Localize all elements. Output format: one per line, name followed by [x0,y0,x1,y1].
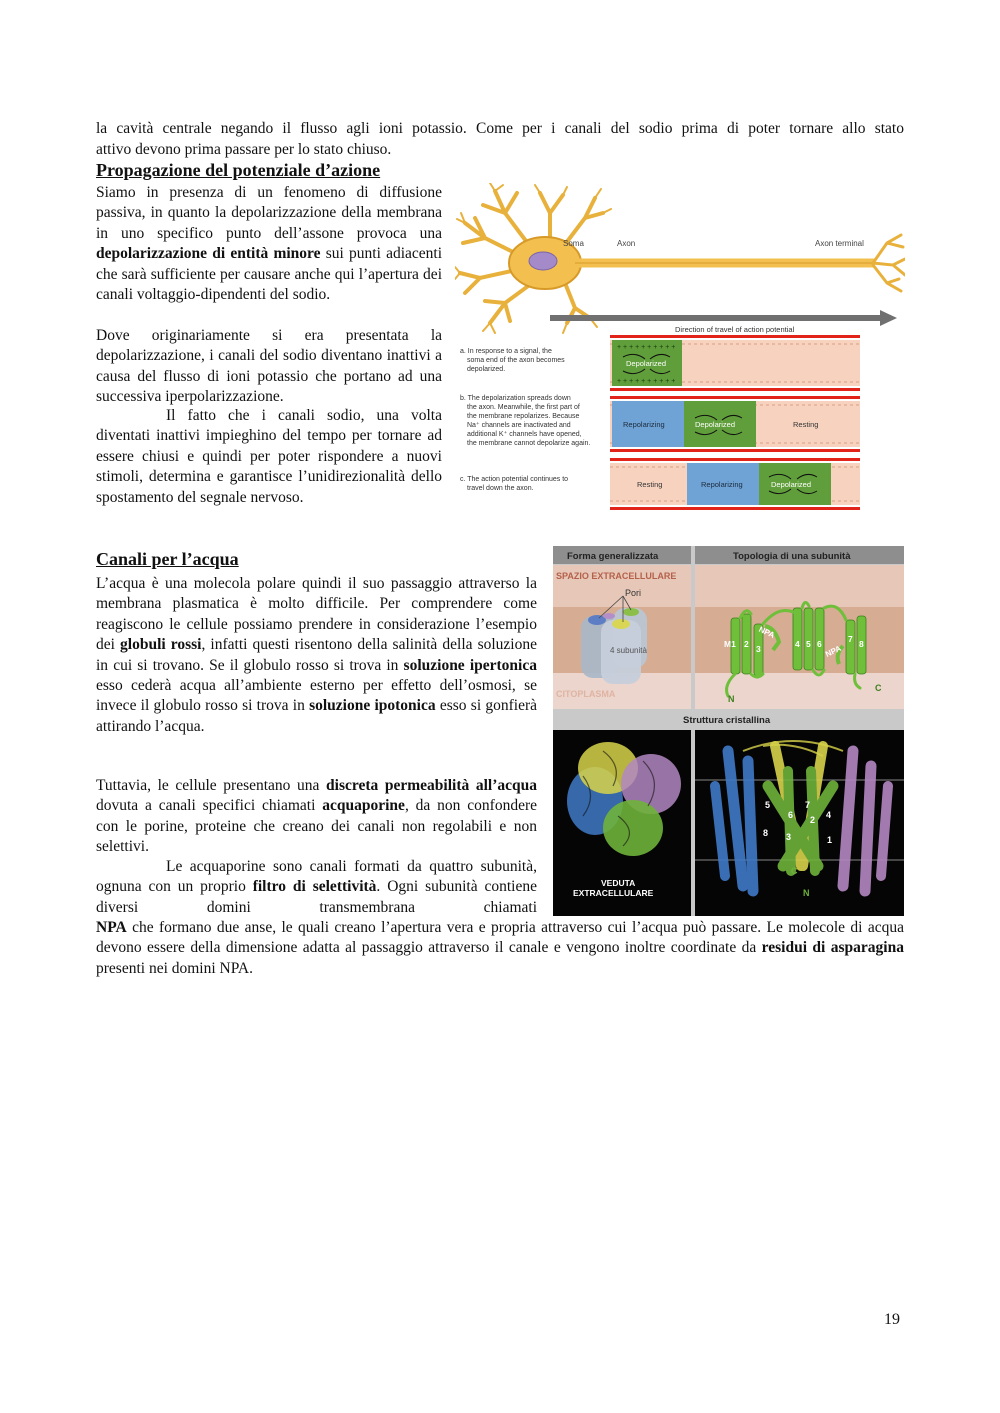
caption-b-3: the membrane repolarizes. Because [467,413,580,420]
state-depolarized-a: Depolarized [626,359,667,368]
action-potential-figure [455,183,905,513]
state-resting-b: Resting [793,420,819,429]
caption-a-2: soma end of the axon becomes [467,357,565,364]
label-veduta: VEDUTA [601,878,636,888]
direction-label: Direction of travel of action potential [675,325,795,334]
section-title-canali-acqua: Canali per l’acqua [96,549,239,569]
caption-b-5: additional K⁺ channels have opened, [467,431,582,438]
label-c-terminus: C [875,683,882,693]
caption-b-4: Na⁺ channels are inactivated and [467,422,571,429]
crystal-num-8: 8 [763,828,769,838]
header-topologia-subunita: Topologia di una subunità [733,551,851,562]
header-struttura-cristallina: Struttura cristallina [683,715,771,726]
crystal-num-2: 2 [810,815,816,825]
caption-a-1: a. In response to a signal, the [460,348,552,355]
paragraph-acqua-4: NPA che formano due anse, le quali creano l’apertura vera e propria attraverso cui l’acqua può passare. Le molecole di acqua devono essere della dimensione adatta al passaggio attraverso il canale e vengono inoltre coordinate da residui di asparagina presenti nei domini NPA. [96,919,904,977]
paragraph-acqua-1: L’acqua è una molecola polare quindi il suo passaggio attraverso la membrana plasmatica è molto difficile. Per comprendere come reagiscono le cellule possiamo prendere in considerazione l’esempio dei globuli rossi, infatti questi risentono della salinità della soluzione in cui si trovano. Se il globulo rosso si trova in soluzione ipertonica esso cederà acqua all’ambiente esterno per effetto dell’osmosi, se invece il globulo rosso si trova in soluzione ipotonica esso si gonfierà attirando l’acqua. [96,575,538,735]
label-citoplasma: CITOPLASMA [556,689,616,699]
paragraph-propagazione-2: Dove originariamente si era presentata la depolarizzazione, i canali del sodio diventano inattivi a causa del flusso di ioni potassio che portano ad una successiva iperpolarizzazione. [96,327,442,406]
axon-terminal-label: Axon terminal [815,239,864,248]
helix-8-label: 8 [859,639,864,649]
state-depolarized-c: Depolarized [771,480,812,489]
helix-5-label: 5 [806,639,811,649]
soma-label: Soma [563,239,584,248]
intro-line-1: la cavità centrale negando il flusso agli ioni potassio. Come per i canali del sodio prima di poter tornare allo stato [96,120,904,137]
state-repolarizing-b: Repolarizing [623,420,665,429]
caption-b-2: the axon. Meanwhile, the first part of [467,404,580,411]
caption-c-2: travel down the axon. [467,485,534,492]
svg-text:+ + + + + + + + + +: + + + + + + + + + + [617,344,676,351]
caption-a-3: depolarized. [467,366,506,373]
helix-7-label: 7 [848,634,853,644]
caption-b-6: the membrane cannot depolarize again. [467,440,591,447]
crystal-num-4: 4 [826,810,832,820]
crystal-num-3: 3 [786,832,792,842]
caption-b-1: b. The depolarization spreads down [460,395,571,402]
helix-4-label: 4 [795,639,800,649]
axon-state-row-a [460,335,860,391]
paragraph-propagazione-1: Siamo in presenza di un fenomeno di diffusione passiva, in quanto la depolarizzazione della membrana in uno specifico punto dell’assone provoca una depolarizzazione di entità minore sui punti adiacenti che sarà sufficiente per causare anche qui l’apertura dei canali voltaggio-dipendenti del sodio. [96,184,443,304]
helix-2-label: 2 [744,639,749,649]
label-m1: M1 [724,639,736,649]
crystal-num-7: 7 [805,800,811,810]
label-4-subunita: 4 subunità [610,646,647,655]
helix-6-label: 6 [817,639,822,649]
svg-text:+ + + + + + + + + +: + + + + + + + + + + [617,378,676,385]
section-title-propagazione: Propagazione del potenziale d’azione [96,160,381,180]
state-depolarized-b: Depolarized [695,420,736,429]
label-pori: Pori [625,588,642,598]
aquaporin-figure [553,546,904,916]
caption-c-1: c. The action potential continues to [460,476,569,483]
state-resting-c: Resting [637,480,663,489]
crystal-label-c: C [791,866,798,876]
direction-arrow [550,310,897,334]
axon-state-row-c [460,458,860,510]
label-npa-1: NPA [757,624,777,640]
paragraph-acqua-3: Le acquaporine sono canali formati da quattro subunità, ognuna con un proprio filtro di selettività. Ogni subunità contiene diversi domini transmembrana chiamati [96,858,538,916]
axon-state-row-b [460,395,860,452]
neuron-illustration [455,183,905,333]
header-forma-generalizzata: Forma generalizzata [567,551,659,562]
crystal-label-n: N [803,888,810,898]
crystal-num-1: 1 [827,835,833,845]
label-extracellulare: EXTRACELLULARE [573,888,654,898]
page-number: 19 [884,1311,900,1328]
paragraph-propagazione-3: Il fatto che i canali sodio, una volta diventati inattivi impieghino del tempo per tornare ad essere chiusi e quindi per poter rispondere a nuovi stimoli, determina e garantisce l’unidirezionalità dello spostamento del segnale nervoso. [96,407,442,506]
label-spazio-extracellulare: SPAZIO EXTRACELLULARE [556,571,677,581]
axon-label: Axon [617,239,636,248]
intro-line-2: attivo devono prima passare per lo stato chiuso. [96,141,392,158]
label-n-terminus: N [728,694,735,704]
crystal-num-5: 5 [765,800,771,810]
label-npa-2: NPA [824,643,843,659]
crystal-num-6: 6 [788,810,794,820]
helix-3-label: 3 [756,644,761,654]
state-repolarizing-c: Repolarizing [701,480,743,489]
paragraph-acqua-2: Tuttavia, le cellule presentano una discreta permeabilità all’acqua dovuta a canali specifici chiamati acquaporine, da non confondere con le porine, proteine che creano dei canali non regolabili e non selettivi. [96,777,537,856]
